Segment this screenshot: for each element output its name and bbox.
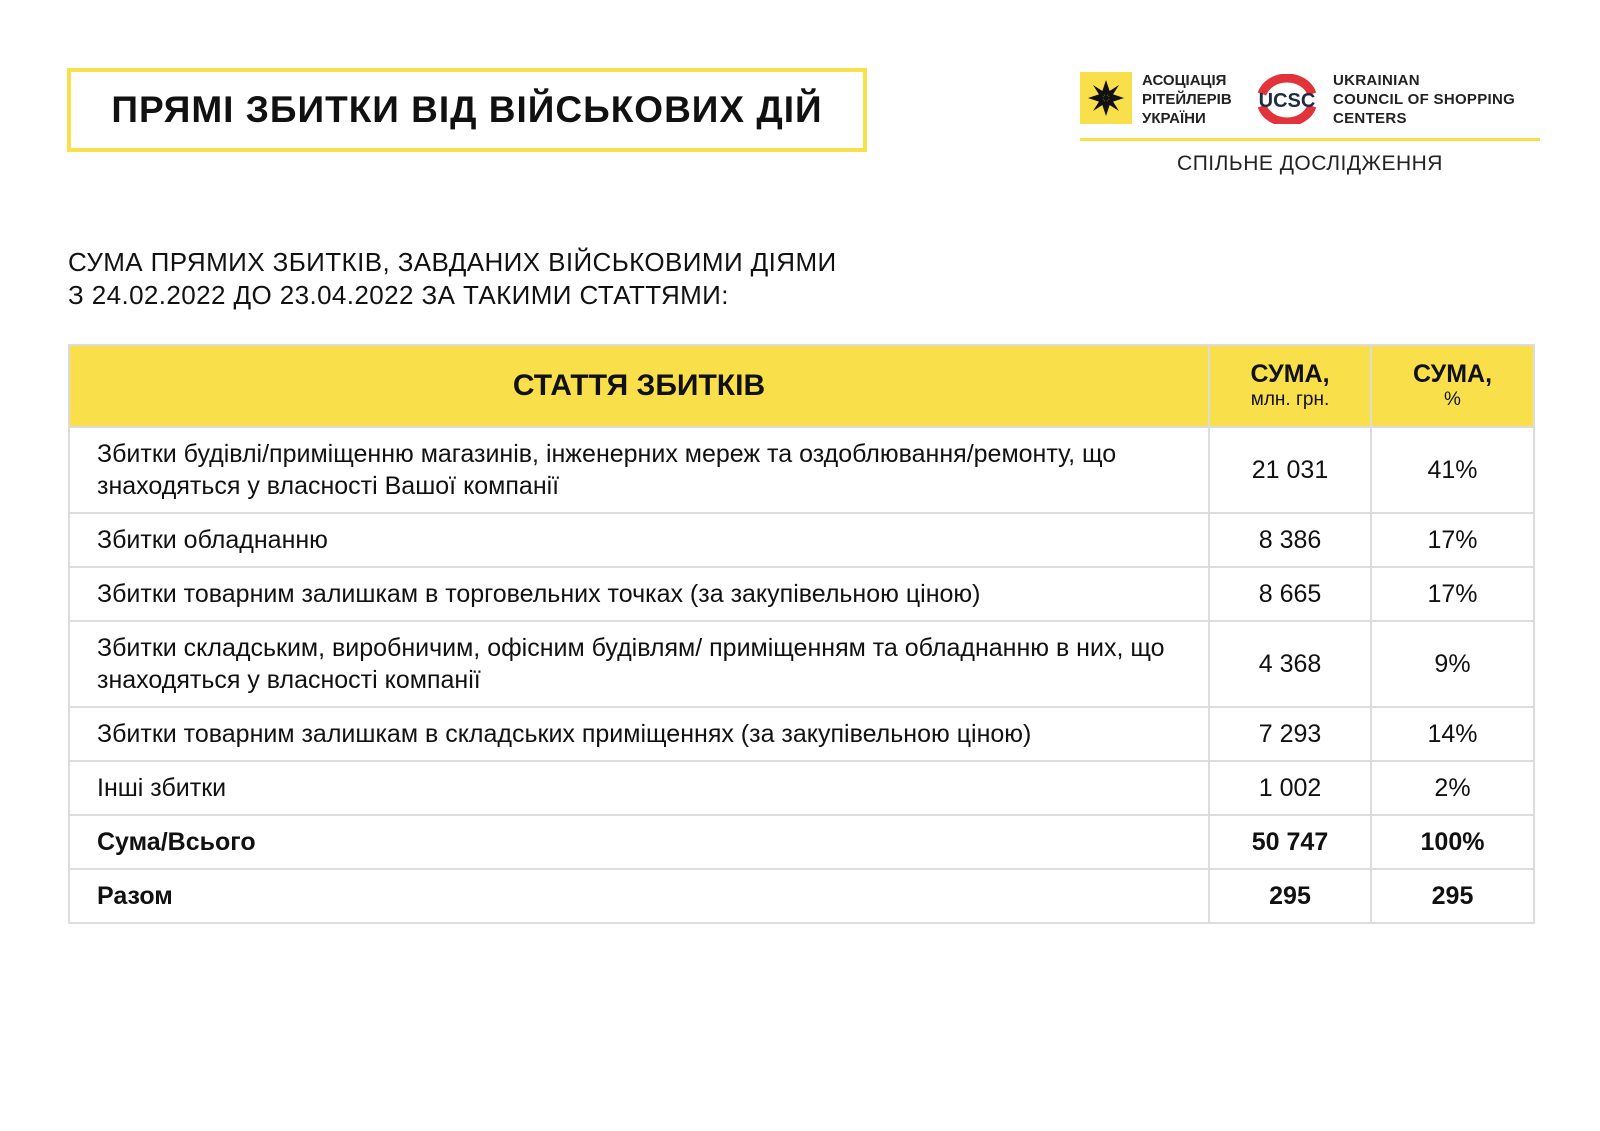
table-total-row xyxy=(69,815,1534,869)
header-loss-item: СТАТТЯ ЗБИТКІВ xyxy=(69,345,1209,427)
ucsc-logo xyxy=(1252,74,1322,124)
table-row xyxy=(69,761,1534,815)
loss-item: Збитки товарним залишкам в складських приміщеннях (за закупівельною ціною) xyxy=(69,707,1209,761)
total-amount: 50 747 xyxy=(1209,815,1371,869)
joint-study-label: СПІЛЬНЕ ДОСЛІДЖЕННЯ xyxy=(1177,152,1443,175)
loss-share: 2% xyxy=(1371,761,1534,815)
ucsc-name: UKRAINIAN COUNCIL OF SHOPPING CENTERS xyxy=(1333,72,1516,127)
logo-divider xyxy=(1080,138,1540,141)
page-title: ПРЯМІ ЗБИТКИ ВІД ВІЙСЬКОВИХ ДІЙ xyxy=(111,89,823,130)
ucsc-abbr: UCSC xyxy=(1258,90,1316,112)
header-share: СУМА, % xyxy=(1371,345,1534,427)
loss-amount: 8 386 xyxy=(1209,513,1371,567)
summary-amount: 295 xyxy=(1209,869,1371,923)
loss-item: Інші збитки xyxy=(69,761,1209,815)
loss-item: Збитки обладнанню xyxy=(69,513,1209,567)
retailers-association-name: АСОЦІАЦІЯ РІТЕЙЛЕРІВ УКРАЇНИ xyxy=(1142,72,1232,127)
loss-item: Збитки товарним залишкам в торговельних точках (за закупівельною ціною) xyxy=(69,567,1209,621)
loss-share: 17% xyxy=(1371,513,1534,567)
loss-amount: 7 293 xyxy=(1209,707,1371,761)
summary-share: 295 xyxy=(1371,869,1534,923)
star-ornament-icon xyxy=(1080,72,1132,124)
header-amount: СУМА, млн. грн. xyxy=(1209,345,1371,427)
loss-item: Збитки складським, виробничим, офісним будівлям/ приміщенням та обладнанню в них, що знаходяться у власності компанії xyxy=(69,621,1209,707)
caption-line-1: СУМА ПРЯМИХ ЗБИТКІВ, ЗАВДАНИХ ВІЙСЬКОВИМИ ДІЯМИ xyxy=(68,247,837,277)
loss-share: 17% xyxy=(1371,567,1534,621)
loss-share: 41% xyxy=(1371,427,1534,513)
losses-table xyxy=(68,344,1535,924)
page-title-box xyxy=(67,68,867,152)
loss-share: 9% xyxy=(1371,621,1534,707)
table-caption xyxy=(68,246,837,312)
table-row xyxy=(69,621,1534,707)
total-label: Сума/Всього xyxy=(69,815,1209,869)
loss-amount: 21 031 xyxy=(1209,427,1371,513)
summary-label: Разом xyxy=(69,869,1209,923)
loss-amount: 4 368 xyxy=(1209,621,1371,707)
loss-item: Збитки будівлі/приміщенню магазинів, інженерних мереж та оздоблювання/ремонту, що знаходяться у власності Вашої компанії xyxy=(69,427,1209,513)
table-row xyxy=(69,427,1534,513)
table-row xyxy=(69,567,1534,621)
loss-share: 14% xyxy=(1371,707,1534,761)
table-header-row xyxy=(69,345,1534,427)
loss-amount: 1 002 xyxy=(1209,761,1371,815)
star-ornament-svg xyxy=(1086,78,1126,118)
table-row xyxy=(69,707,1534,761)
table-row xyxy=(69,513,1534,567)
total-share: 100% xyxy=(1371,815,1534,869)
loss-amount: 8 665 xyxy=(1209,567,1371,621)
caption-line-2: З 24.02.2022 ДО 23.04.2022 ЗА ТАКИМИ СТАТТЯМИ: xyxy=(68,280,729,310)
partner-logos xyxy=(1080,68,1540,188)
table-summary-row xyxy=(69,869,1534,923)
